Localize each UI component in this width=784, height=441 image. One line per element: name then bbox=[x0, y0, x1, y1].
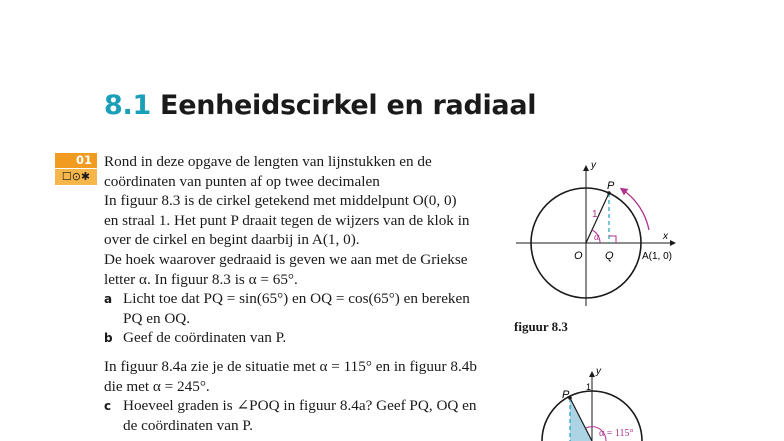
label-q: Q bbox=[605, 250, 614, 262]
rotation-arc bbox=[623, 190, 649, 230]
paragraph-line: In figuur 8.4a zie je de situatie met α = 115° en in figuur 8.4b bbox=[104, 357, 477, 375]
question-line: Licht toe dat PQ = sin(65°) en OQ = cos(65°) en bereken bbox=[123, 290, 470, 308]
question-b bbox=[104, 328, 512, 348]
label-p: P bbox=[562, 389, 570, 401]
label-y: y bbox=[596, 366, 601, 377]
question-line: Hoeveel graden is ∠POQ in figuur 8.4a? Geef PQ, OQ en bbox=[123, 397, 477, 415]
question-label: c bbox=[104, 399, 112, 414]
label-o: O bbox=[574, 250, 583, 262]
question-label: b bbox=[104, 331, 113, 346]
paragraph-line: die met α = 245°. bbox=[104, 377, 210, 395]
figure-8-4a bbox=[520, 362, 680, 441]
question-line: PQ en OQ. bbox=[123, 309, 191, 327]
right-angle-mark bbox=[609, 236, 616, 243]
intro-line: De hoek waarover gedraaid is geven we aan met de Griekse bbox=[104, 250, 468, 268]
label-one: 1 bbox=[592, 209, 598, 220]
section-title: Eenheidscirkel en radiaal bbox=[160, 90, 537, 121]
question-a bbox=[104, 289, 512, 328]
question-line: de coördinaten van P. bbox=[123, 416, 253, 434]
figure-8-3 bbox=[508, 150, 688, 310]
exercise-badge bbox=[55, 153, 97, 185]
exercise-icons: ☐⊙✱ bbox=[55, 169, 97, 185]
label-one: 1 bbox=[586, 382, 592, 392]
label-alpha: α = 115° bbox=[599, 428, 634, 439]
label-p: P bbox=[607, 180, 615, 192]
label-alpha: α bbox=[594, 232, 600, 243]
question-c bbox=[104, 396, 512, 435]
intro-line: en straal 1. Het punt P draait tegen de wijzers van de klok in bbox=[104, 211, 470, 229]
label-x: x bbox=[663, 231, 668, 242]
label-a: A(1, 0) bbox=[642, 251, 673, 262]
intro-line: Rond in deze opgave de lengten van lijnstukken en de bbox=[104, 153, 432, 170]
question-label: a bbox=[104, 292, 113, 307]
intro-line: over de cirkel en begint daarbij in A(1, 0). bbox=[104, 231, 360, 249]
figure-caption: figuur 8.3 bbox=[514, 319, 568, 334]
section-number: 8.1 bbox=[104, 90, 151, 121]
question-line: Geef de coördinaten van P. bbox=[123, 329, 287, 347]
section-heading bbox=[104, 90, 536, 121]
intro-line: letter α. In figuur 8.3 is α = 65°. bbox=[104, 270, 298, 288]
exercise-text bbox=[104, 152, 512, 435]
exercise-number: 01 bbox=[55, 153, 97, 168]
label-y: y bbox=[591, 160, 596, 171]
intro-line: In figuur 8.3 is de cirkel getekend met middelpunt O(0, 0) bbox=[104, 192, 457, 210]
intro-line: coördinaten van punten af op twee decimalen bbox=[104, 172, 380, 190]
